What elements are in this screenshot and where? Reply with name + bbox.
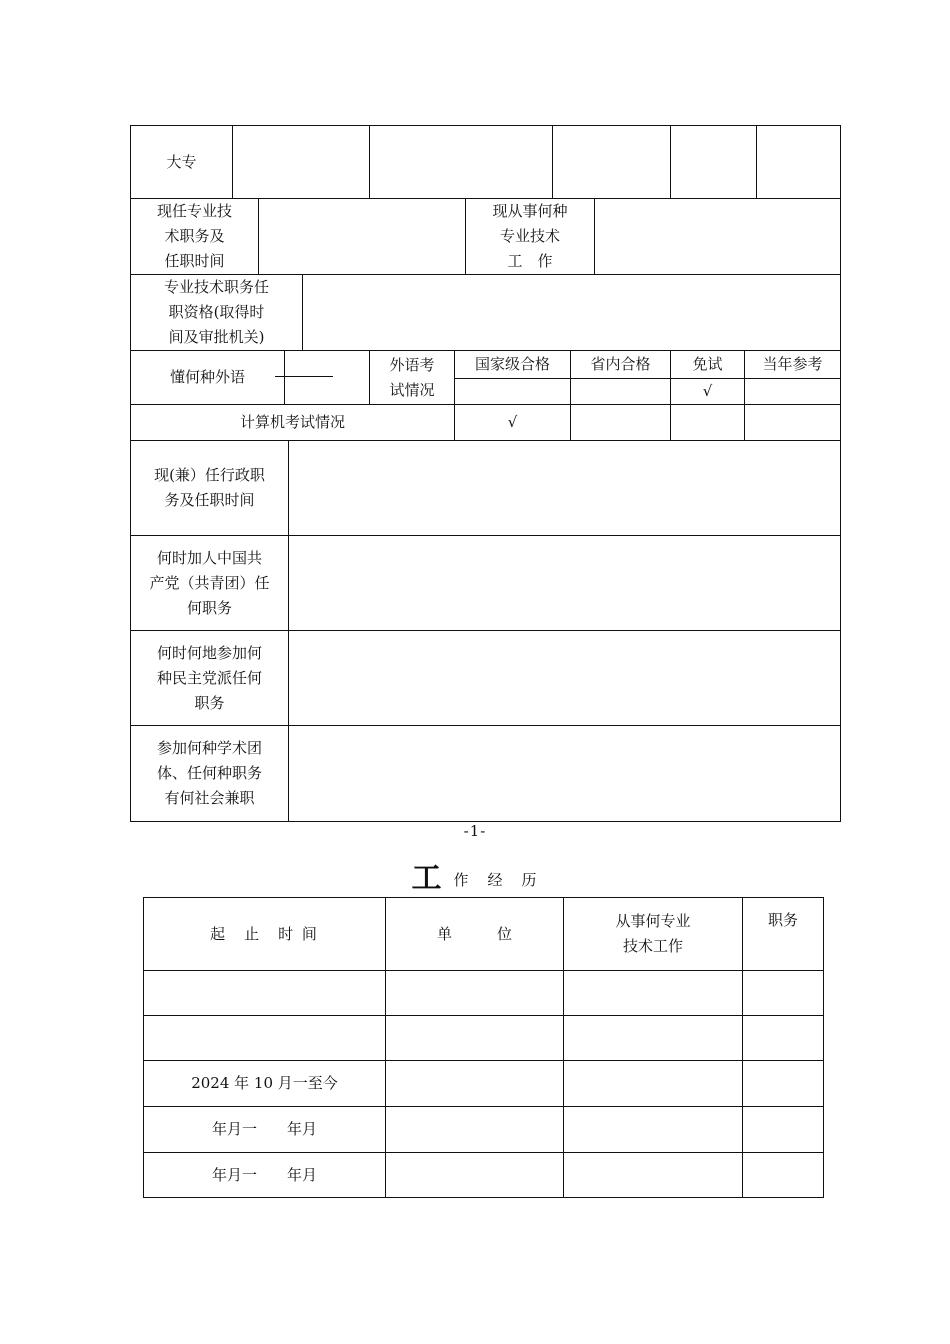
table-row-cell[interactable] bbox=[385, 1152, 564, 1198]
exam-header-provincial bbox=[570, 350, 671, 379]
language-label: 懂何种外语 bbox=[169, 368, 245, 386]
computer-mark-national[interactable] bbox=[454, 404, 571, 441]
table-row-cell[interactable] bbox=[385, 1106, 564, 1153]
exam-header-national bbox=[454, 350, 571, 379]
header-specialty bbox=[563, 897, 743, 971]
edu-level-label: 大专 bbox=[166, 152, 197, 171]
current-work-value[interactable] bbox=[594, 198, 841, 275]
exam-mark-current-year[interactable] bbox=[744, 378, 841, 405]
computer-label: 计算机考试情况 bbox=[239, 413, 345, 431]
admin-post-value[interactable] bbox=[288, 440, 841, 536]
table-row-cell[interactable] bbox=[385, 1060, 564, 1107]
table-row-cell[interactable] bbox=[385, 1015, 564, 1061]
header-text: 职务 bbox=[767, 911, 798, 929]
table-row-cell[interactable] bbox=[742, 970, 824, 1016]
edu-detail-cell[interactable] bbox=[232, 125, 370, 199]
edu-level-cell bbox=[130, 125, 233, 199]
table-row-cell[interactable] bbox=[742, 1152, 824, 1198]
exam-label-cell bbox=[369, 350, 455, 405]
exam-header-exempt bbox=[670, 350, 745, 379]
exam-header-text: 免试 bbox=[692, 355, 723, 373]
table-row-cell[interactable] bbox=[143, 1106, 386, 1153]
exam-label: 外语考 试情况 bbox=[389, 355, 435, 399]
header-position bbox=[742, 897, 824, 971]
academic-label: 参加何种学术团 体、任何种职务 有何社会兼职 bbox=[156, 739, 262, 807]
computer-mark-exempt[interactable] bbox=[670, 404, 745, 441]
header-text: 单 位 bbox=[436, 924, 512, 943]
table-row-cell[interactable] bbox=[563, 1015, 743, 1061]
check-mark: √ bbox=[507, 413, 518, 431]
table-row-cell[interactable] bbox=[563, 1060, 743, 1107]
qualification-label: 专业技术职务任 职资格(取得时 间及审批机关) bbox=[163, 278, 269, 346]
check-mark: √ bbox=[702, 382, 713, 400]
democratic-party-label-cell bbox=[130, 630, 289, 726]
party-value[interactable] bbox=[288, 535, 841, 631]
language-label-cell bbox=[130, 350, 285, 405]
edu-detail-cell[interactable] bbox=[369, 125, 553, 199]
table-row-cell[interactable] bbox=[385, 970, 564, 1016]
table-row-cell[interactable] bbox=[143, 1060, 386, 1107]
current-title-label-cell bbox=[130, 198, 259, 275]
democratic-party-value[interactable] bbox=[288, 630, 841, 726]
exam-header-text: 当年参考 bbox=[762, 355, 823, 373]
edu-detail-cell[interactable] bbox=[670, 125, 757, 199]
header-text: 起 止 时 间 bbox=[210, 924, 319, 943]
cell-text: 年月一 年月 bbox=[211, 1165, 317, 1184]
qualification-label-cell bbox=[130, 274, 303, 351]
exam-header-current-year bbox=[744, 350, 841, 379]
party-label: 何时加人中国共 产党（共青团）任 何职务 bbox=[149, 548, 270, 617]
exam-mark-national[interactable] bbox=[454, 378, 571, 405]
current-work-label-cell bbox=[465, 198, 595, 275]
admin-post-label: 现(兼）任行政职 务及任职时间 bbox=[154, 466, 265, 509]
work-history-title-big: 工 bbox=[411, 861, 442, 896]
table-row-cell[interactable] bbox=[563, 970, 743, 1016]
current-title-value[interactable] bbox=[258, 198, 466, 275]
exam-mark-exempt[interactable] bbox=[670, 378, 745, 405]
table-row-cell[interactable] bbox=[742, 1015, 824, 1061]
current-title-label: 现任专业技 术职务及 任职时间 bbox=[156, 202, 232, 270]
table-row-cell[interactable] bbox=[742, 1060, 824, 1107]
exam-mark-provincial[interactable] bbox=[570, 378, 671, 405]
academic-value[interactable] bbox=[288, 725, 841, 822]
computer-mark-current-year[interactable] bbox=[744, 404, 841, 441]
table-row-cell[interactable] bbox=[563, 1106, 743, 1153]
academic-label-cell bbox=[130, 725, 289, 822]
exam-header-text: 省内合格 bbox=[590, 355, 651, 373]
computer-mark-provincial[interactable] bbox=[570, 404, 671, 441]
computer-label-cell bbox=[130, 404, 455, 441]
table-row-cell[interactable] bbox=[742, 1106, 824, 1153]
header-period bbox=[143, 897, 386, 971]
work-history-title bbox=[0, 853, 950, 897]
current-work-label: 现从事何种 专业技术 工 作 bbox=[492, 202, 568, 270]
table-row-cell[interactable] bbox=[143, 1152, 386, 1198]
admin-post-label-cell bbox=[130, 440, 289, 536]
edu-detail-cell[interactable] bbox=[756, 125, 841, 199]
header-unit bbox=[385, 897, 564, 971]
header-text: 从事何专业 技术工作 bbox=[615, 912, 691, 955]
exam-header-text: 国家级合格 bbox=[474, 355, 550, 373]
cell-text: 2024 年 10 月一至今 bbox=[191, 1074, 338, 1092]
edu-detail-cell[interactable] bbox=[552, 125, 671, 199]
democratic-party-label: 何时何地参加何 种民主党派任何 职务 bbox=[156, 643, 262, 712]
table-row-cell[interactable] bbox=[563, 1152, 743, 1198]
language-dash bbox=[275, 376, 333, 377]
table-row-cell[interactable] bbox=[143, 970, 386, 1016]
table-row-cell[interactable] bbox=[143, 1015, 386, 1061]
cell-text: 年月一 年月 bbox=[211, 1120, 317, 1138]
page-number: -1- bbox=[463, 822, 487, 840]
party-label-cell bbox=[130, 535, 289, 631]
qualification-value[interactable] bbox=[302, 274, 841, 351]
work-history-title-rest: 作 经 历 bbox=[453, 871, 539, 889]
language-value[interactable] bbox=[284, 350, 370, 405]
